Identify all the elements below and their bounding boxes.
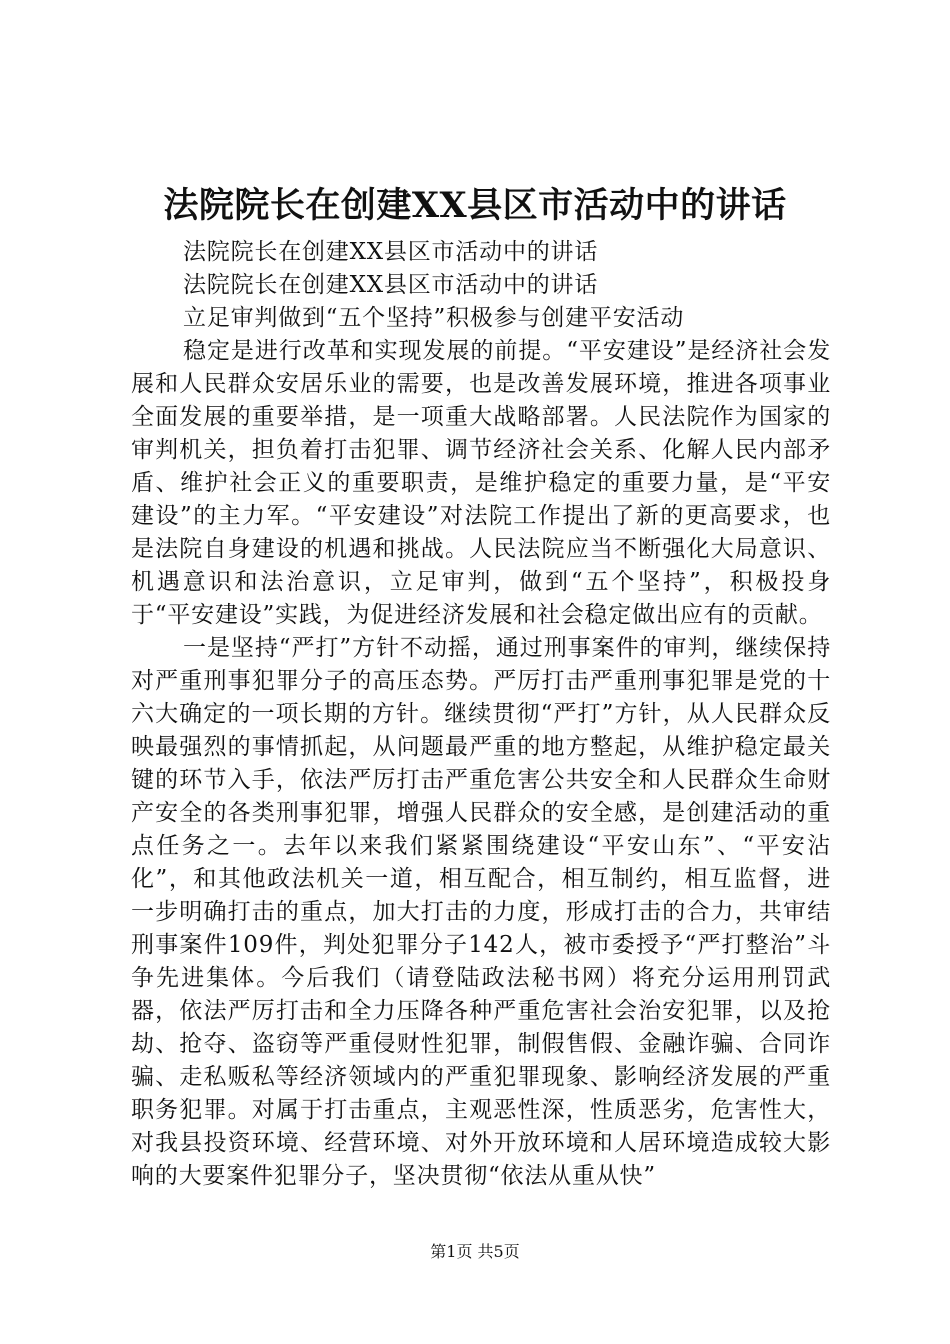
page-number-footer: 第1页 共5页: [430, 1242, 520, 1261]
document-title: 法院院长在创建XX县区市活动中的讲话: [163, 185, 787, 226]
body-paragraph-intro: 稳定是进行改革和实现发展的前提。“平安建设”是经济社会发展和人民群众安居乐业的需要，也是改善发展环境，推进各项事业全面发展的重要举措，是一项重大战略部署。人民法院作为国家的审判机关，担负着打击犯罪、调节经济社会关系、化解人民内部矛盾、维护社会正义的重要职责，是维护稳定的重要力量，是“平安建设”的主力军。“平安建设”对法院工作提出了新的更高要求，也是法院自身建设的机遇和挑战。人民法院应当不断强化大局意识、机遇意识和法治意识，立足审判，做到“五个坚持”，积极投身于“平安建设”实践，为促进经济发展和社会稳定做出应有的贡献。: [131, 338, 831, 628]
subtitle-line-1: 法院院长在创建XX县区市活动中的讲话: [183, 239, 599, 265]
subtitle-line-2: 法院院长在创建XX县区市活动中的讲话: [183, 272, 599, 298]
document-body: [131, 236, 831, 1193]
body-paragraph-first-point: 一是坚持“严打”方针不动摇，通过刑事案件的审判，继续保持对严重刑事犯罪分子的高压态势。严厉打击严重刑事犯罪是党的十六大确定的一项长期的方针。继续贯彻“严打”方针，从人民群众反映最强烈的事情抓起，从问题最严重的地方整起，从维护稳定最关键的环节入手，依法严厉打击严重危害公共安全和人民群众生命财产安全的各类刑事犯罪，增强人民群众的安全感，是创建活动的重点任务之一。去年以来我们紧紧围绕建设“平安山东”、“平安沾化”，和其他政法机关一道，相互配合，相互制约，相互监督，进一步明确打击的重点，加大打击的力度，形成打击的合力，共审结刑事案件109件，判处犯罪分子142人，被市委授予“严打整治”斗争先进集体。今后我们（请登陆政法秘书网）将充分运用刑罚武器，依法严厉打击和全力压降各种严重危害社会治安犯罪，以及抢劫、抢夺、盗窃等严重侵财性犯罪，制假售假、金融诈骗、合同诈骗、走私贩私等经济领域内的严重犯罪现象、影响经济发展的严重职务犯罪。对属于打击重点，主观恶性深，性质恶劣，危害性大，对我县投资环境、经营环境、对外开放环境和人居环境造成较大影响的大要案件犯罪分子，坚决贯彻“依法从重从快”: [131, 635, 831, 1189]
section-heading: 立足审判做到“五个坚持”积极参与创建平安活动: [183, 305, 685, 331]
